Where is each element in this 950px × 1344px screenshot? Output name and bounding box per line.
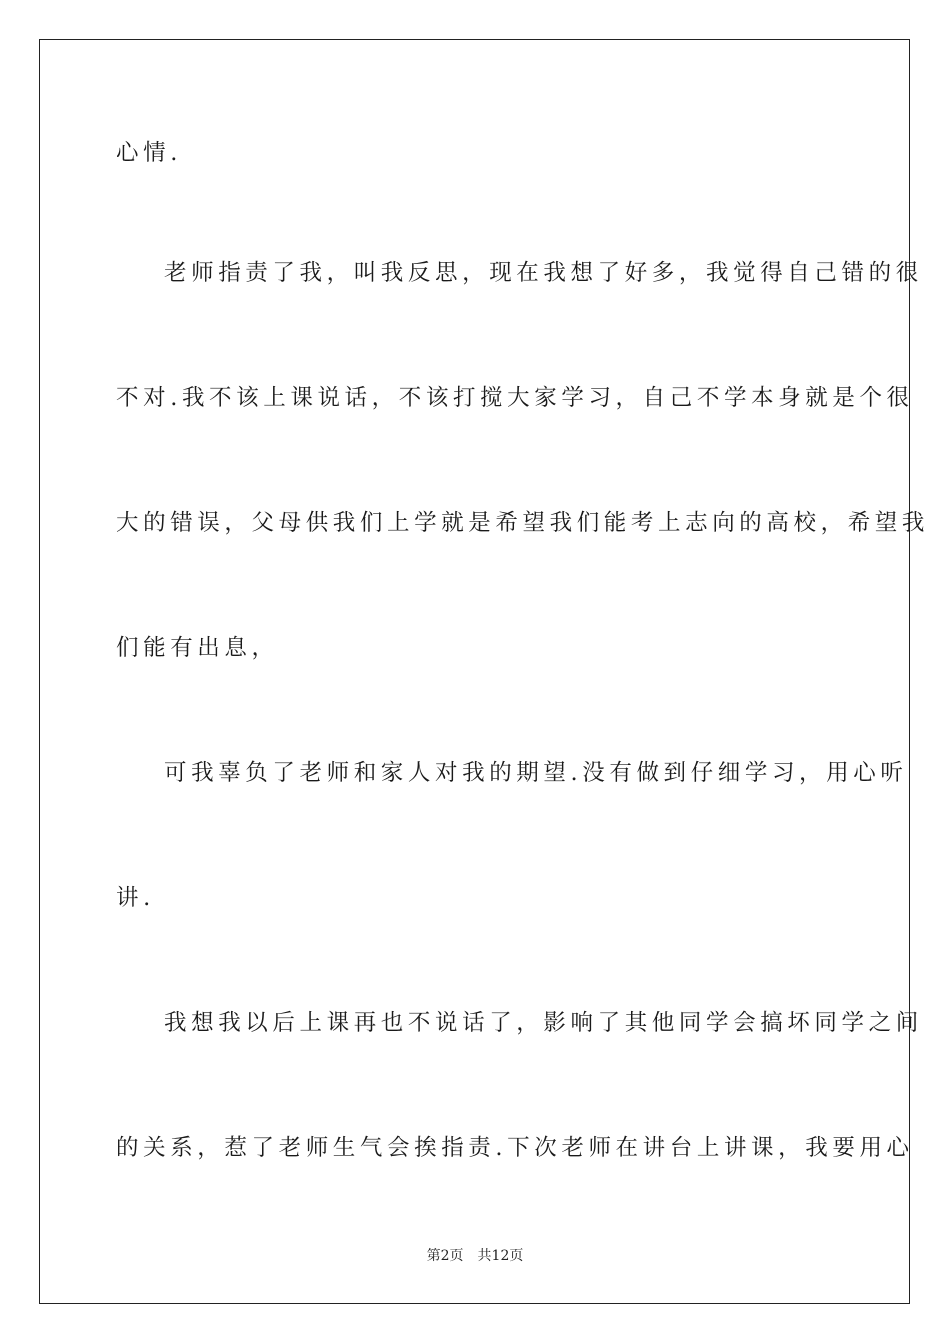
text-line: 不对.我不该上课说话，不该打搅大家学习，自己不学本身就是个很 <box>116 385 914 411</box>
text-line: 大的错误，父母供我们上学就是希望我们能考上志向的高校，希望我 <box>116 510 930 536</box>
text-line: 的关系，惹了老师生气会挨指责.下次老师在讲台上讲课，我要用心 <box>116 1135 914 1161</box>
paragraph-start-line: 老师指责了我，叫我反思，现在我想了好多，我觉得自己错的很 <box>164 260 923 286</box>
text-line: 心情. <box>116 140 182 166</box>
page-border <box>39 39 910 1304</box>
page-number: 第2页 <box>426 1248 464 1264</box>
paragraph-start-line: 我想我以后上课再也不说话了，影响了其他同学会搞坏同学之间 <box>164 1010 923 1036</box>
text-line: 们能有出息， <box>116 635 279 661</box>
page-footer <box>0 1246 950 1266</box>
paragraph-start-line: 可我辜负了老师和家人对我的期望.没有做到仔细学习，用心听 <box>164 760 908 786</box>
total-pages: 共12页 <box>477 1248 524 1264</box>
text-line: 讲. <box>116 885 155 911</box>
